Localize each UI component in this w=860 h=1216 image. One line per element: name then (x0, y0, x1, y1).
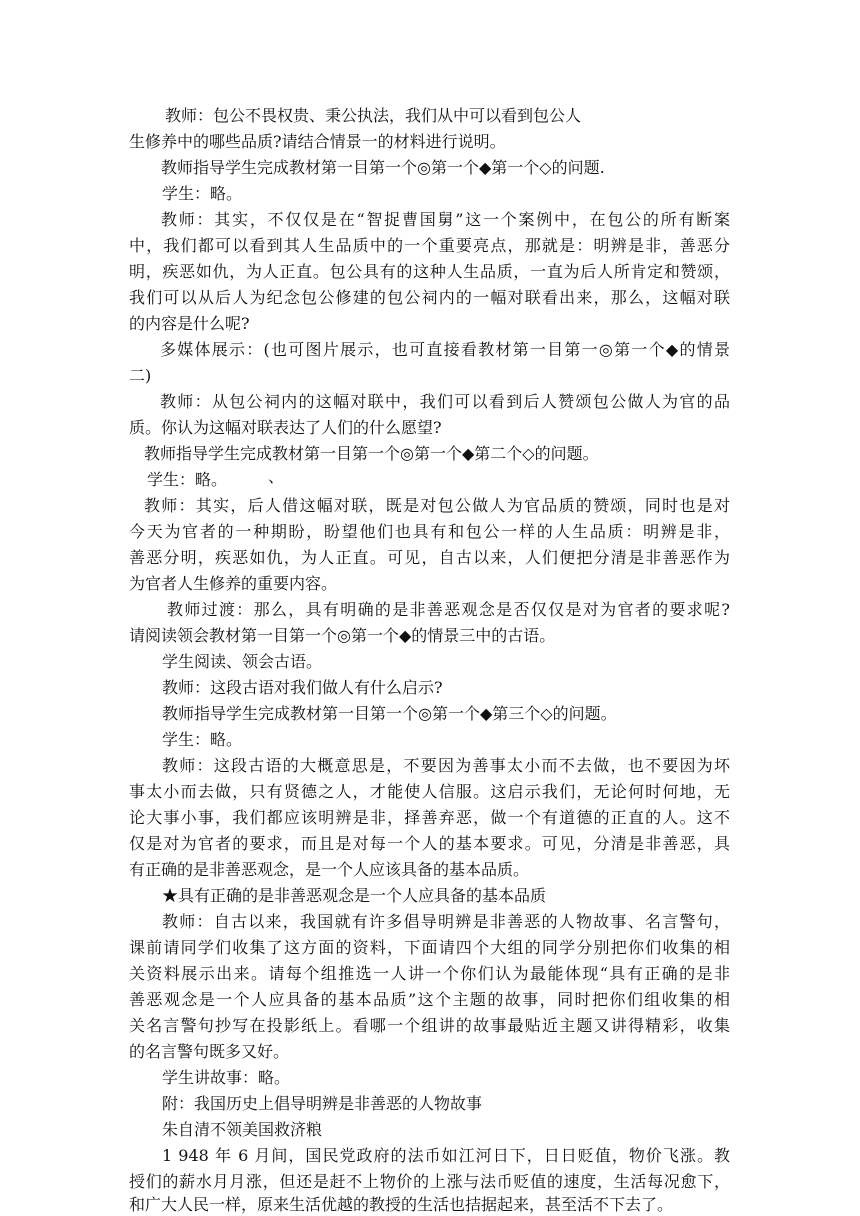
text-line: 善恶分明，疾恶如仇，为人正直。可见，自古以来，人们便把分清是非善恶作为 (129, 548, 730, 567)
text-line: 中，我们都可以看到其人生品质中的一个重要亮点，那就是：明辨是非，善恶分 (129, 236, 730, 255)
text-line: 教师指导学生完成教材第一目第一个◎第一个◆第二个◇的问题。 (144, 444, 599, 463)
text-line: 二) (129, 366, 152, 385)
text-line: 为官者人生修养的重要内容。 (129, 574, 338, 593)
stray-mark: 、 (268, 467, 285, 486)
text-line: 多媒体展示：(也可图片展示，也可直接看教材第一目第一◎第一个◆的情景 (160, 340, 730, 359)
text-line: 教师：自古以来，我国就有许多倡导明辨是非善恶的人物故事、名言警句， (162, 912, 730, 931)
text-line: 质。你认为这幅对联表达了人们的什么愿望? (129, 418, 442, 437)
text-line: 我们可以从后人为纪念包公修建的包公祠内的一幅对联看出来，那么，这幅对联 (129, 288, 730, 307)
text-line: 的名言警句既多又好。 (129, 1042, 290, 1061)
text-line: 教师过渡：那么，具有明确的是非善恶观念是否仅仅是对为官者的要求呢? (167, 600, 730, 619)
story-title: 朱自清不领美国救济粮 (162, 1120, 323, 1139)
text-line: 1 948 年 6 月间，国民党政府的法币如江河日下，日日贬值，物价飞涨。教 (162, 1146, 730, 1165)
text-line: 论大事小事，我们都应该明辨是非，择善弃恶，做一个有道德的正直的人。这不 (129, 808, 730, 827)
text-line: 教师：从包公祠内的这幅对联中，我们可以看到后人赞颂包公做人为官的品 (160, 392, 730, 411)
text-line: 生修养中的哪些品质?请结合情景一的材料进行说明。 (129, 132, 506, 151)
text-line: 关名言警句抄写在投影纸上。看哪一个组讲的故事最贴近主题又讲得精彩，收集 (129, 1016, 730, 1035)
text-line: 善恶观念是一个人应具备的基本品质”这个主题的故事，同时把你们组收集的相 (129, 990, 730, 1009)
text-line: 课前请同学们收集了这方面的资料，下面请四个大组的同学分别把你们收集的相 (129, 938, 730, 957)
text-line: 事太小而去做，只有贤德之人，才能使人信服。这启示我们，无论何时何地，无 (129, 782, 730, 801)
text-line: 附：我国历史上倡导明辨是非善恶的人物故事 (162, 1094, 483, 1113)
text-line: 教师指导学生完成教材第一目第一个◎第一个◆第三个◇的问题。 (162, 704, 617, 723)
text-line: 学生讲故事：略。 (162, 1068, 291, 1087)
section-heading: ★具有正确的是非善恶观念是一个人应具备的基本品质 (162, 886, 547, 905)
text-line: 学生：略。 (147, 470, 228, 489)
text-line: 教师：其实，后人借这幅对联，既是对包公做人为官品质的赞颂，同时也是对 (144, 496, 730, 515)
text-line: 教师：这段古语对我们做人有什么启示? (162, 678, 443, 697)
text-line: 学生：略。 (162, 730, 243, 749)
text-line: 和广大人民一样，原来生活优越的教授的生活也拮据起来，甚至活不下去了。 (129, 1195, 674, 1214)
text-line: 教师指导学生完成教材第一目第一个◎第一个◆第一个◇的问题. (161, 158, 605, 177)
text-line: 授们的薪水月月涨，但还是赶不上物价的上涨与法币贬值的速度，生活每况愈下， (129, 1172, 730, 1191)
text-line: 请阅读领会教材第一目第一个◎第一个◆的情景三中的古语。 (129, 626, 556, 645)
text-line: 学生阅读、领会古语。 (162, 652, 323, 671)
text-line: 教师：包公不畏权贵、秉公执法，我们从中可以看到包公人 (165, 106, 582, 125)
text-line: 今天为官者的一种期盼，盼望他们也具有和包公一样的人生品质：明辨是非， (129, 522, 730, 541)
text-line: 仅是对为官者的要求，而且是对每一个人的基本要求。可见，分清是非善恶，具 (129, 834, 730, 853)
text-line: 教师：这段古语的大概意思是，不要因为善事太小而不去做，也不要因为坏 (162, 756, 730, 775)
text-line: 有正确的是非善恶观念，是一个人应该具备的基本品质。 (129, 860, 530, 879)
text-line: 明，疾恶如仇，为人正直。包公具有的这种人生品质，一直为后人所肯定和赞颂， (129, 262, 730, 281)
text-line: 的内容是什么呢? (129, 314, 250, 333)
text-line: 关资料展示出来。请每个组推选一人讲一个你们认为最能体现“具有正确的是非 (129, 964, 730, 983)
text-line: 学生：略。 (162, 184, 243, 203)
text-line: 教师：其实，不仅仅是在“智捉曹国舅”这一个案例中，在包公的所有断案 (161, 210, 730, 229)
